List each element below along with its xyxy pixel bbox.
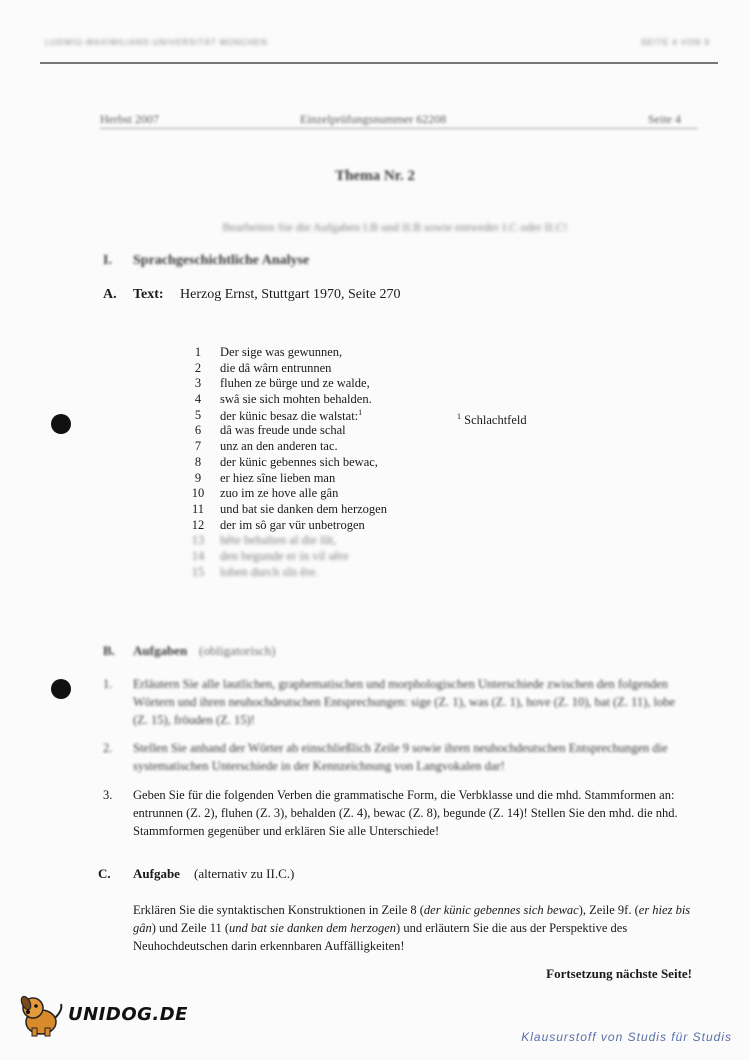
slogan: Klausurstoff von Studis für Studis xyxy=(521,1030,732,1044)
line-text: hête behalten al die lût, xyxy=(220,533,337,548)
text-number: A. xyxy=(103,287,117,302)
punch-hole-top xyxy=(51,414,71,434)
line-number: 7 xyxy=(194,439,202,454)
line-number: 6 xyxy=(194,423,202,438)
top-divider xyxy=(40,62,718,64)
line-text: er hiez sîne lieben man xyxy=(220,470,336,485)
line-text: zuo im ze hove alle gân xyxy=(220,486,339,501)
task-c-quote: er hiez bis gân xyxy=(133,903,691,935)
line-number: 5 xyxy=(194,407,202,422)
task-number: 2. xyxy=(103,741,113,755)
header-divider xyxy=(100,128,698,129)
thema-title: Thema Nr. 2 xyxy=(335,168,415,184)
task-c-part: ) und Zeile 11 ( xyxy=(151,921,230,935)
task-text: Geben Sie für die folgenden Verben die grammatische Form, die Verbklasse und die mhd. Stammformen an: entrunnen (Z. 2), fluhen (Z. 3), behalden (Z. 4), bewac (Z. 8), begunde (Z. 14)! Stellen Sie den mhd. die nhd. Stammformen gegenüber und erklären Sie alle Unterschiede! xyxy=(133,788,678,838)
exam-page: Seite 4 xyxy=(648,112,681,126)
top-bar xyxy=(45,38,710,58)
line-number: 11 xyxy=(191,501,205,516)
exam-number: Einzelprüfungsnummer 62208 xyxy=(300,112,447,126)
university-name: LUDWIG-MAXIMILIANS-UNIVERSITÄT MÜNCHEN xyxy=(45,38,268,47)
footnote-text: Schlachtfeld xyxy=(464,413,527,428)
task-text: Stellen Sie anhand der Wörter ab einschließlich Zeile 9 sowie ihren neuhochdeutschen Entsprechungen die systematischen Unterschiede in der Kennzeichnung von Langvokalen dar! xyxy=(133,741,668,773)
line-number: 1 xyxy=(194,345,202,359)
continuation-note: Fortsetzung nächste Seite! xyxy=(546,966,692,981)
logo-text: UNIDOG.DE xyxy=(68,1004,188,1025)
task-c-label: Aufgabe xyxy=(133,866,180,881)
line-number: 14 xyxy=(191,548,205,563)
task-c-quote: der künic gebennes sich bewac xyxy=(423,903,579,917)
line-text: Der sige was gewunnen, xyxy=(220,345,343,359)
footnote-mark: 1 xyxy=(457,412,461,421)
line-number: 4 xyxy=(194,392,202,407)
line-text: swâ sie sich mohten behalden. xyxy=(220,392,372,407)
line-text: die dâ wârn entrunnen xyxy=(220,360,332,375)
instructions: Bearbeiten Sie die Aufgaben I.B und II.B sowie entweder I.C oder II.C! xyxy=(222,220,568,234)
task-number: 3. xyxy=(103,788,113,802)
line-text: der künic gebennes sich bewac, xyxy=(220,454,378,469)
task-number: 1. xyxy=(103,677,113,691)
tasks-label: Aufgaben xyxy=(133,643,188,658)
line-number: 3 xyxy=(194,376,202,391)
line-number: 9 xyxy=(194,470,202,485)
line-text: unz an den anderen tac. xyxy=(220,439,338,454)
footnote-marker: 1 xyxy=(358,407,363,417)
line-text: der künic besaz die walstat: xyxy=(220,408,359,423)
task-c-quote: und bat sie danken dem herzogen xyxy=(229,921,397,935)
footnote xyxy=(457,412,527,428)
dog-icon xyxy=(15,988,67,1038)
line-text: den begunde er in vil sêre xyxy=(220,548,349,563)
tasks-note: (obligatorisch) xyxy=(199,643,276,658)
line-number: 15 xyxy=(191,564,205,579)
line-text: und bat sie danken dem herzogen xyxy=(220,501,387,516)
line-number: 2 xyxy=(194,360,202,375)
task-c-part: ) und erläutern Sie die aus der Perspektive des Neuhochdeutschen darin erkennbaren Auffälligkeiten! xyxy=(133,921,628,953)
line-text: loben durch sîn êre. xyxy=(220,564,319,579)
task-c-alt: (alternativ zu II.C.) xyxy=(194,866,295,881)
tasks-number: B. xyxy=(103,643,115,658)
line-number: 8 xyxy=(194,454,202,469)
task-c-text xyxy=(133,901,693,955)
task-c-part: Erklären Sie die syntaktischen Konstruktionen in Zeile 8 ( xyxy=(133,903,424,917)
line-text: dâ was freude unde schal xyxy=(220,423,346,438)
punch-hole-bottom xyxy=(51,679,71,699)
task-c-number: C. xyxy=(98,866,111,881)
line-text: fluhen ze bürge und ze walde, xyxy=(220,376,370,391)
unidog-logo[interactable] xyxy=(15,988,188,1038)
exam-term: Herbst 2007 xyxy=(100,112,159,126)
line-number: 12 xyxy=(191,517,205,532)
line-number: 10 xyxy=(191,486,205,501)
text-source: Herzog Ernst, Stuttgart 1970, Seite 270 xyxy=(180,287,401,302)
section-title: Sprachgeschichtliche Analyse xyxy=(133,253,310,268)
exam-header xyxy=(100,112,700,132)
line-text: der im sô gar vür unbetrogen xyxy=(220,517,365,532)
line-number: 13 xyxy=(191,533,205,548)
task-c-part: ), Zeile 9f. ( xyxy=(578,903,639,917)
page-reference: SEITE 4 VON 9 xyxy=(640,38,710,47)
section-number: I. xyxy=(103,253,112,268)
task-text: Erläutern Sie alle lautlichen, graphematischen und morphologischen Unterschiede zwischen den folgenden Wörtern und ihren neuhochdeutschen Entsprechungen: sige (Z. 1), was (Z. 1), hove (Z. 10), bat (Z. 11), lobe (Z. 15), fröuden (Z. 15)! xyxy=(133,677,676,727)
text-label: Text: xyxy=(133,287,164,302)
